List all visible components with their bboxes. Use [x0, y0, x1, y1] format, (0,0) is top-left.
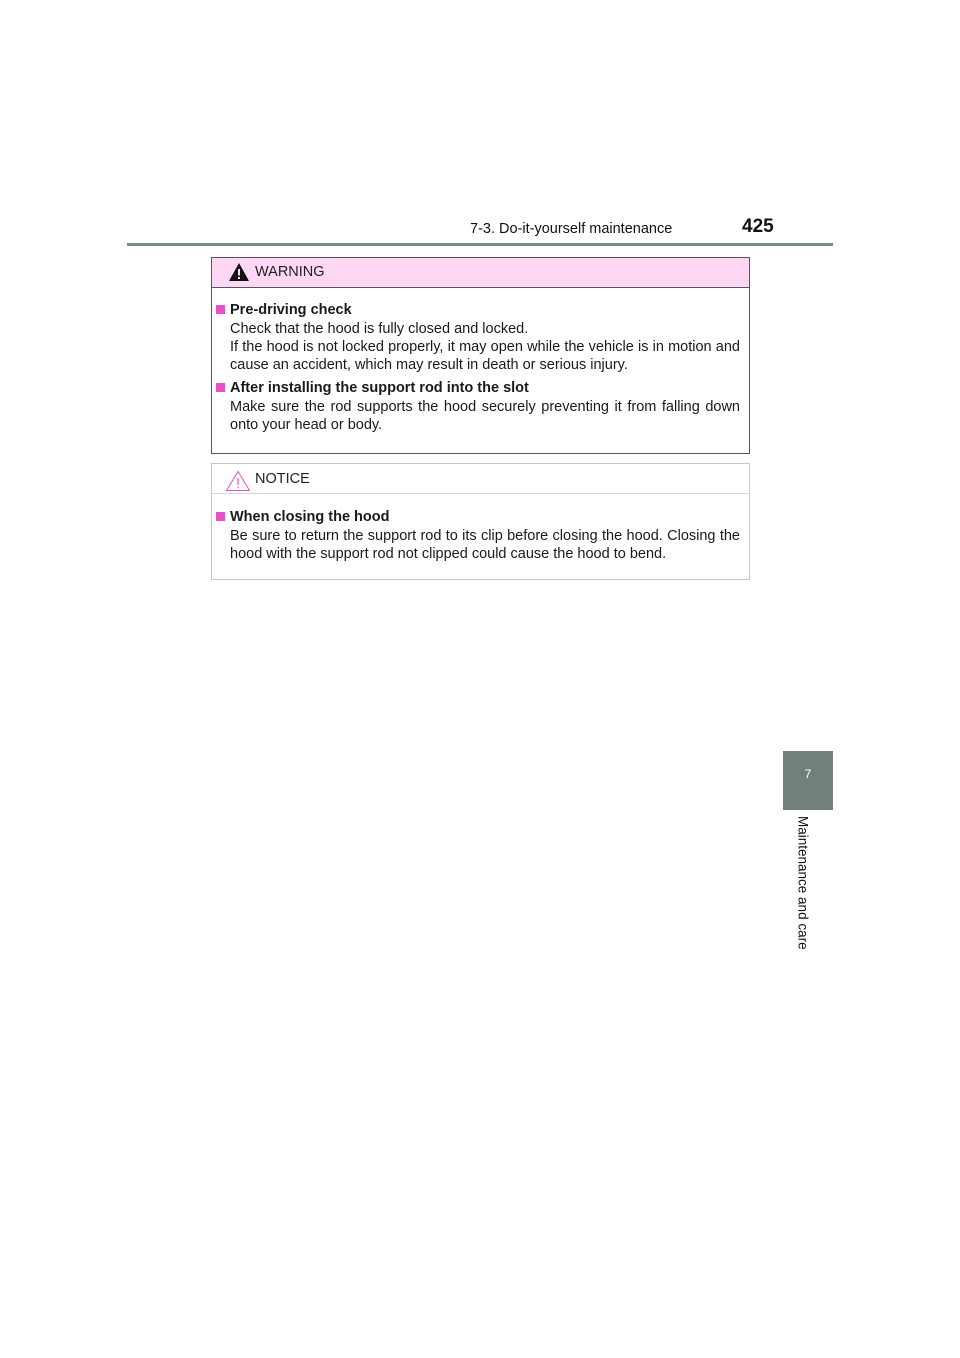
- warning-body: [212, 288, 749, 434]
- warning-item-title: After installing the support rod into the slot: [230, 380, 529, 396]
- notice-body: [212, 494, 749, 563]
- notice-item-closing-hood: [212, 507, 749, 563]
- warning-item-text: [230, 398, 740, 434]
- bullet-square-icon: [216, 512, 225, 521]
- bullet-square-icon: [216, 383, 225, 392]
- warning-item-support-rod: [212, 378, 749, 434]
- warning-title: WARNING: [255, 264, 325, 280]
- warning-item-line: Make sure the rod supports the hood securely preventing it from falling down onto your head or body.: [230, 399, 740, 433]
- chapter-number: 7: [804, 767, 812, 781]
- notice-title: NOTICE: [255, 471, 310, 487]
- warning-item-line: If the hood is not locked properly, it may open while the vehicle is in motion and cause an accident, which may result in death or serious injury.: [230, 339, 740, 373]
- warning-item-heading: [230, 300, 740, 320]
- notice-triangle-icon: [225, 470, 251, 492]
- chapter-label: Maintenance and care: [795, 816, 811, 950]
- notice-item-heading: [230, 507, 740, 527]
- warning-triangle-icon: [228, 262, 250, 282]
- warning-item-heading: [230, 378, 740, 398]
- warning-header: [212, 258, 749, 288]
- section-title: 7-3. Do-it-yourself maintenance: [470, 221, 673, 237]
- page-number: 425: [742, 216, 774, 237]
- header-divider: [127, 243, 833, 246]
- notice-header: [212, 464, 749, 494]
- notice-box: [211, 463, 750, 580]
- chapter-tab[interactable]: [783, 751, 833, 810]
- warning-box: [211, 257, 750, 454]
- warning-item-text: [230, 320, 740, 374]
- warning-item-line: Check that the hood is fully closed and locked.: [230, 321, 529, 337]
- bullet-square-icon: [216, 305, 225, 314]
- warning-item-pre-driving: [212, 300, 749, 374]
- warning-item-title: Pre-driving check: [230, 302, 352, 318]
- notice-item-title: When closing the hood: [230, 509, 390, 525]
- notice-item-text: [230, 527, 740, 563]
- notice-item-line: Be sure to return the support rod to its clip before closing the hood. Closing the hood with the support rod not clipped could cause the hood to bend.: [230, 528, 740, 562]
